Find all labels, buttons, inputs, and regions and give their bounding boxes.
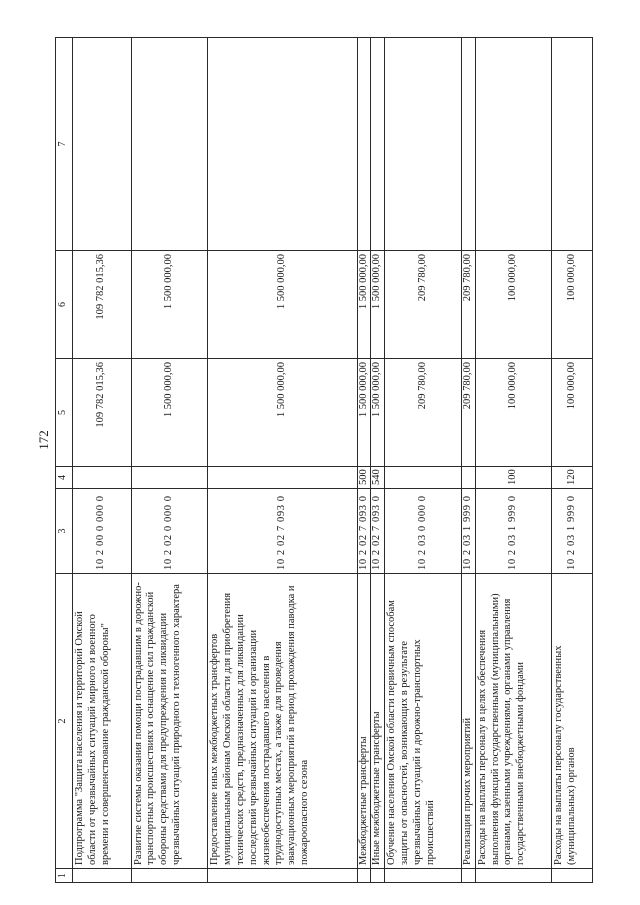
- cell-col7: [385, 38, 462, 251]
- cell-amount-6: 1 500 000,00: [371, 251, 385, 359]
- cell-code: 10 2 00 0 000 0: [73, 489, 132, 574]
- cell-amount-6: 1 500 000,00: [208, 251, 357, 359]
- column-header: 7: [56, 38, 73, 251]
- cell-amount-5: 1 500 000,00: [131, 359, 208, 467]
- cell-col7: [475, 38, 552, 251]
- cell-col7: [208, 38, 357, 251]
- cell-code: 10 2 03 0 000 0: [385, 489, 462, 574]
- cell-code: 10 2 02 7 093 0: [357, 489, 371, 574]
- header-row: [56, 38, 73, 883]
- cell-col1: [461, 869, 475, 883]
- cell-col7: [371, 38, 385, 251]
- cell-amount-5: 100 000,00: [475, 359, 552, 467]
- column-header: 2: [56, 574, 73, 869]
- cell-amount-6: 1 500 000,00: [357, 251, 371, 359]
- cell-col1: [371, 869, 385, 883]
- cell-code: 10 2 02 7 093 0: [371, 489, 385, 574]
- cell-code: 10 2 03 1 999 0: [552, 489, 593, 574]
- cell-name: Предоставление иных межбюджетных трансфертов муниципальным районам Омской области для приобретения технических средств, предназначенных для ликвидации последствий чрезвычайных ситуаций и организации жизнеобеспечения пострадавшего населения в труднодоступных местах, а также для проведения эвакуационных мероприятий в период прохождения паводка и пожароопасного сезона: [208, 574, 357, 869]
- column-header: 1: [56, 869, 73, 883]
- cell-code: 10 2 02 0 000 0: [131, 489, 208, 574]
- cell-kind: 500: [357, 467, 371, 489]
- cell-amount-5: 1 500 000,00: [208, 359, 357, 467]
- cell-kind: 100: [475, 467, 552, 489]
- cell-name: Развитие системы оказания помощи пострадавшим в дорожно-транспортных происшествиях и оснащение сил гражданской обороны средствами для предупреждения и ликвидации чрезвычайных ситуаций природного и техногенного характера: [131, 574, 208, 869]
- cell-col7: [357, 38, 371, 251]
- cell-kind: [208, 467, 357, 489]
- cell-name: Подпрограмма "Защита населения и территорий Омской области от чрезвычайных ситуаций мирного и военного времени и совершенствование гражданской обороны": [73, 574, 132, 869]
- cell-col1: [385, 869, 462, 883]
- cell-code: 10 2 03 1 999 0: [461, 489, 475, 574]
- cell-amount-6: 209 780,00: [385, 251, 462, 359]
- cell-name: Обучение населения Омской области первичным способам защиты от опасностей, возникающих в результате чрезвычайных ситуаций и дорожно-транспортных происшествий: [385, 574, 462, 869]
- column-header: 5: [56, 359, 73, 467]
- cell-col1: [552, 869, 593, 883]
- cell-code: 10 2 03 1 999 0: [475, 489, 552, 574]
- table-row: [475, 38, 552, 883]
- cell-col1: [131, 869, 208, 883]
- cell-col1: [357, 869, 371, 883]
- column-header: 6: [56, 251, 73, 359]
- column-header: 3: [56, 489, 73, 574]
- cell-amount-5: 100 000,00: [552, 359, 593, 467]
- cell-name: Расходы на выплаты персоналу государственных (муниципальных) органов: [552, 574, 593, 869]
- table-row: [131, 38, 208, 883]
- cell-kind: [461, 467, 475, 489]
- table-row: [461, 38, 475, 883]
- cell-amount-6: 109 782 015,36: [73, 251, 132, 359]
- cell-code: 10 2 02 7 093 0: [208, 489, 357, 574]
- cell-col7: [131, 38, 208, 251]
- cell-name: Межбюджетные трансферты: [357, 574, 371, 869]
- cell-kind: 120: [552, 467, 593, 489]
- rotated-table-frame: [55, 38, 593, 883]
- cell-kind: [385, 467, 462, 489]
- table-row: [73, 38, 132, 883]
- cell-amount-5: 109 782 015,36: [73, 359, 132, 467]
- cell-amount-6: 100 000,00: [475, 251, 552, 359]
- table-row: [552, 38, 593, 883]
- cell-col1: [73, 869, 132, 883]
- table-row: [208, 38, 357, 883]
- page-number: 172: [35, 430, 51, 450]
- cell-kind: [73, 467, 132, 489]
- cell-amount-5: 1 500 000,00: [371, 359, 385, 467]
- column-header: 4: [56, 467, 73, 489]
- table-row: [385, 38, 462, 883]
- rotated-table-content: [55, 38, 593, 883]
- cell-name: Реализация прочих мероприятий: [461, 574, 475, 869]
- cell-amount-6: 1 500 000,00: [131, 251, 208, 359]
- cell-col7: [461, 38, 475, 251]
- cell-amount-5: 209 780,00: [461, 359, 475, 467]
- cell-col7: [73, 38, 132, 251]
- cell-col1: [208, 869, 357, 883]
- cell-kind: [131, 467, 208, 489]
- budget-table: [55, 37, 593, 883]
- cell-name: Иные межбюджетные трансферты: [371, 574, 385, 869]
- cell-col7: [552, 38, 593, 251]
- cell-kind: 540: [371, 467, 385, 489]
- cell-amount-6: 209 780,00: [461, 251, 475, 359]
- cell-amount-6: 100 000,00: [552, 251, 593, 359]
- cell-amount-5: 209 780,00: [385, 359, 462, 467]
- cell-col1: [475, 869, 552, 883]
- table-row: [371, 38, 385, 883]
- cell-amount-5: 1 500 000,00: [357, 359, 371, 467]
- cell-name: Расходы на выплаты персоналу в целях обеспечения выполнения функций государственными (муниципальными) органами, казенными учреждениями, органами управления государственными внебюджетными фондами: [475, 574, 552, 869]
- table-row: [357, 38, 371, 883]
